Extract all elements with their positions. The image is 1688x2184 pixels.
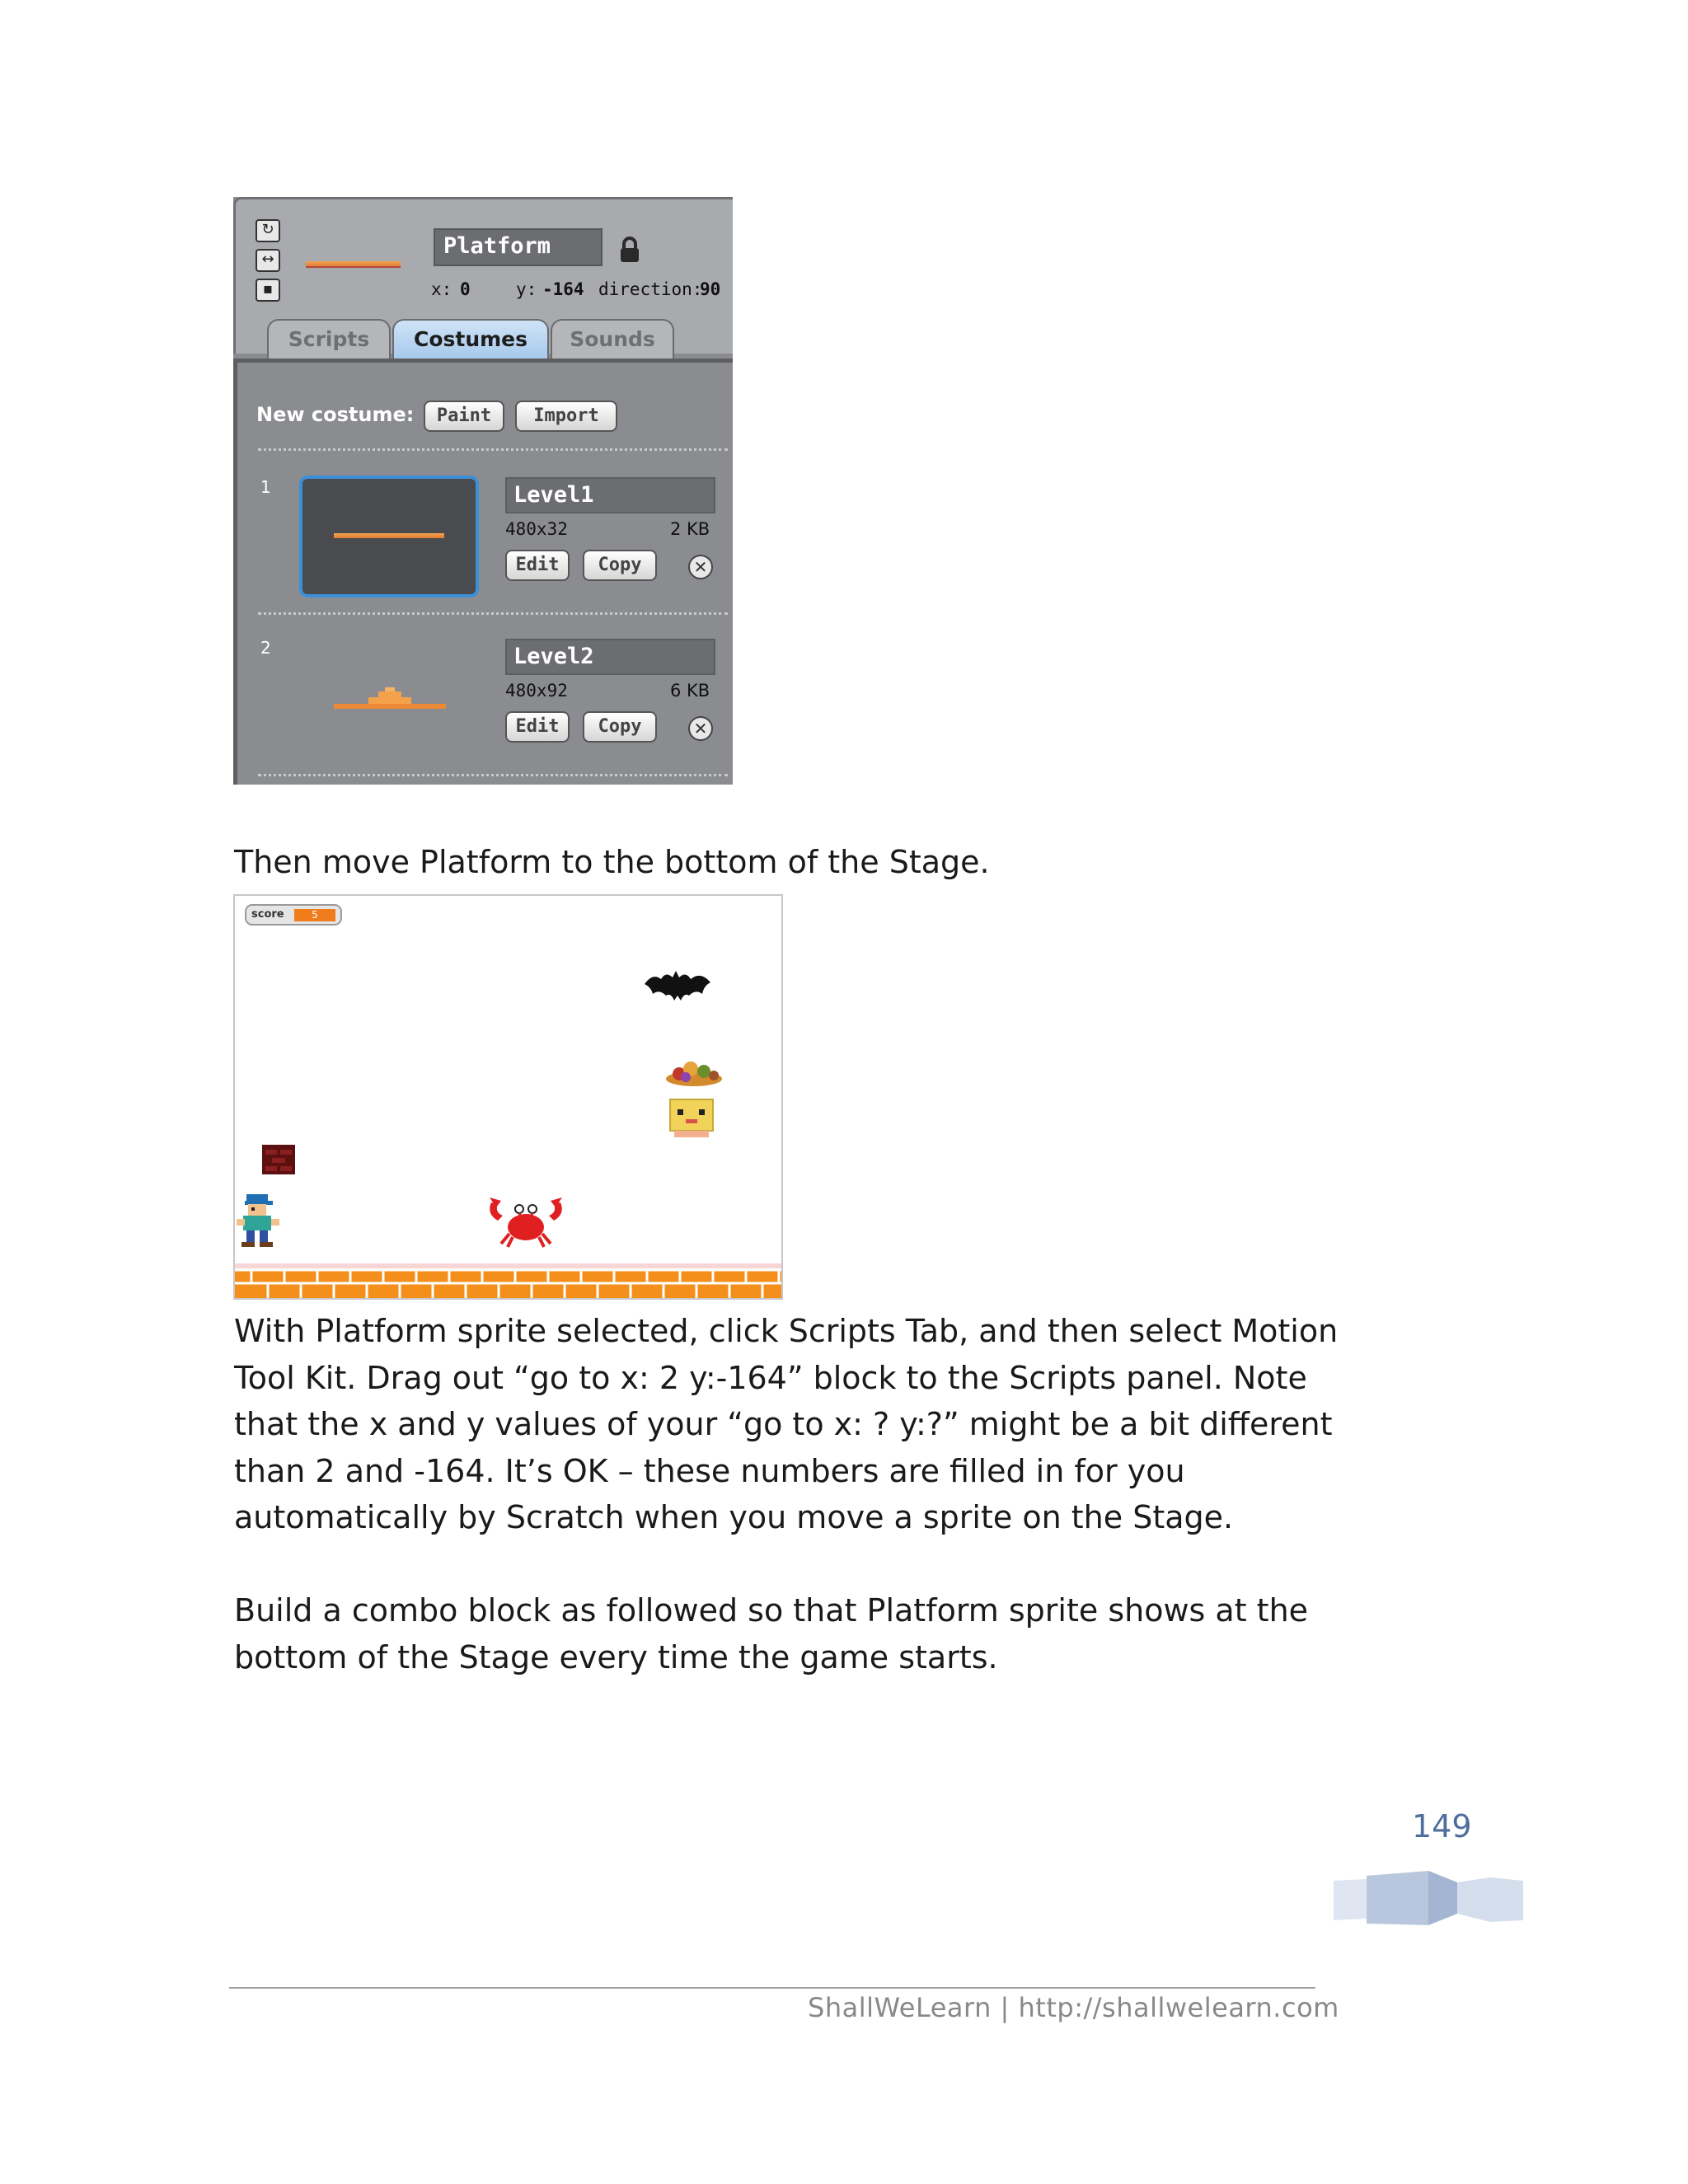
sprite-panel-screenshot: [233, 197, 733, 785]
page-number: 149: [1412, 1808, 1472, 1844]
import-button[interactable]: Import: [515, 401, 617, 432]
platform-floor: [235, 1263, 783, 1298]
score-label: score: [251, 908, 284, 921]
divider: [258, 612, 728, 615]
caption-move-platform: Then move Platform to the bottom of the Stage.: [234, 844, 990, 880]
costume-name-field[interactable]: Level1: [505, 477, 715, 513]
instruction-paragraph-1: With Platform sprite selected, click Scripts Tab, and then select Motion Tool Kit. Drag out “go to x: 2 y:-164” block to the Scripts panel. Note that the x and y values of your “go to x: ? y:?” might be a bit different than 2 and -164. It’s OK – these numbers are filled in for you automatically by Scratch when you move a sprite on the Stage.: [234, 1313, 1339, 1535]
footer-divider: [229, 1987, 1315, 1989]
new-costume-label: New costume:: [256, 403, 415, 426]
lock-icon[interactable]: [619, 237, 640, 263]
costume-dimensions: 480x32: [505, 519, 568, 539]
stage-screenshot: [233, 894, 783, 1300]
score-value: 5: [294, 909, 335, 921]
bat-sprite: [643, 968, 712, 1007]
costume-thumbnail[interactable]: [334, 687, 446, 710]
tab-costumes[interactable]: Costumes: [392, 319, 549, 359]
sprite-thumbnail: [306, 261, 401, 268]
tab-sounds[interactable]: Sounds: [551, 319, 674, 359]
divider: [258, 448, 728, 451]
flip-style-icon[interactable]: ↔: [256, 249, 280, 272]
crab-sprite: [486, 1194, 565, 1249]
edit-button[interactable]: Edit: [505, 550, 570, 581]
y-value: -164: [542, 279, 584, 299]
y-label: y:: [516, 279, 537, 299]
x-label: x:: [431, 279, 452, 299]
costume-dimensions: 480x92: [505, 681, 568, 701]
x-value: 0: [460, 279, 471, 299]
costume-size: 2 KB: [670, 519, 710, 539]
no-rotate-icon[interactable]: ▪: [256, 279, 280, 302]
edit-button[interactable]: Edit: [505, 711, 570, 743]
costume-number: 2: [260, 638, 271, 658]
player-sprite: [235, 1193, 284, 1249]
footer-site-text: ShallWeLearn | http://shallwelearn.com: [808, 1992, 1339, 2023]
paint-button[interactable]: Paint: [424, 401, 504, 432]
rotate-style-icon[interactable]: ↻: [256, 219, 280, 242]
costume-name-field[interactable]: Level2: [505, 639, 715, 675]
sprite-name-field[interactable]: Platform: [434, 228, 603, 266]
costume-thumbnail-selected[interactable]: [299, 476, 479, 598]
direction-value: 90: [700, 279, 721, 299]
score-monitor: [245, 904, 342, 926]
direction-label: direction:: [598, 279, 703, 299]
delete-costume-icon[interactable]: ✕: [688, 555, 713, 579]
instruction-paragraph-2: Build a combo block as followed so that Platform sprite shows at the bottom of the Stage every time the game starts.: [234, 1592, 1309, 1675]
costume-number: 1: [260, 477, 271, 497]
sprite-info-area: [233, 197, 733, 354]
costume-size: 6 KB: [670, 681, 710, 701]
page-decoration-icon: [1334, 1871, 1523, 1929]
fruit-pile-sprite: [664, 1059, 724, 1087]
brick-block-sprite: [262, 1145, 295, 1174]
copy-button[interactable]: Copy: [583, 550, 657, 581]
delete-costume-icon[interactable]: ✕: [688, 716, 713, 741]
copy-button[interactable]: Copy: [583, 711, 657, 743]
divider: [258, 774, 728, 776]
face-block-sprite: [668, 1098, 715, 1139]
tab-scripts[interactable]: Scripts: [267, 319, 391, 359]
